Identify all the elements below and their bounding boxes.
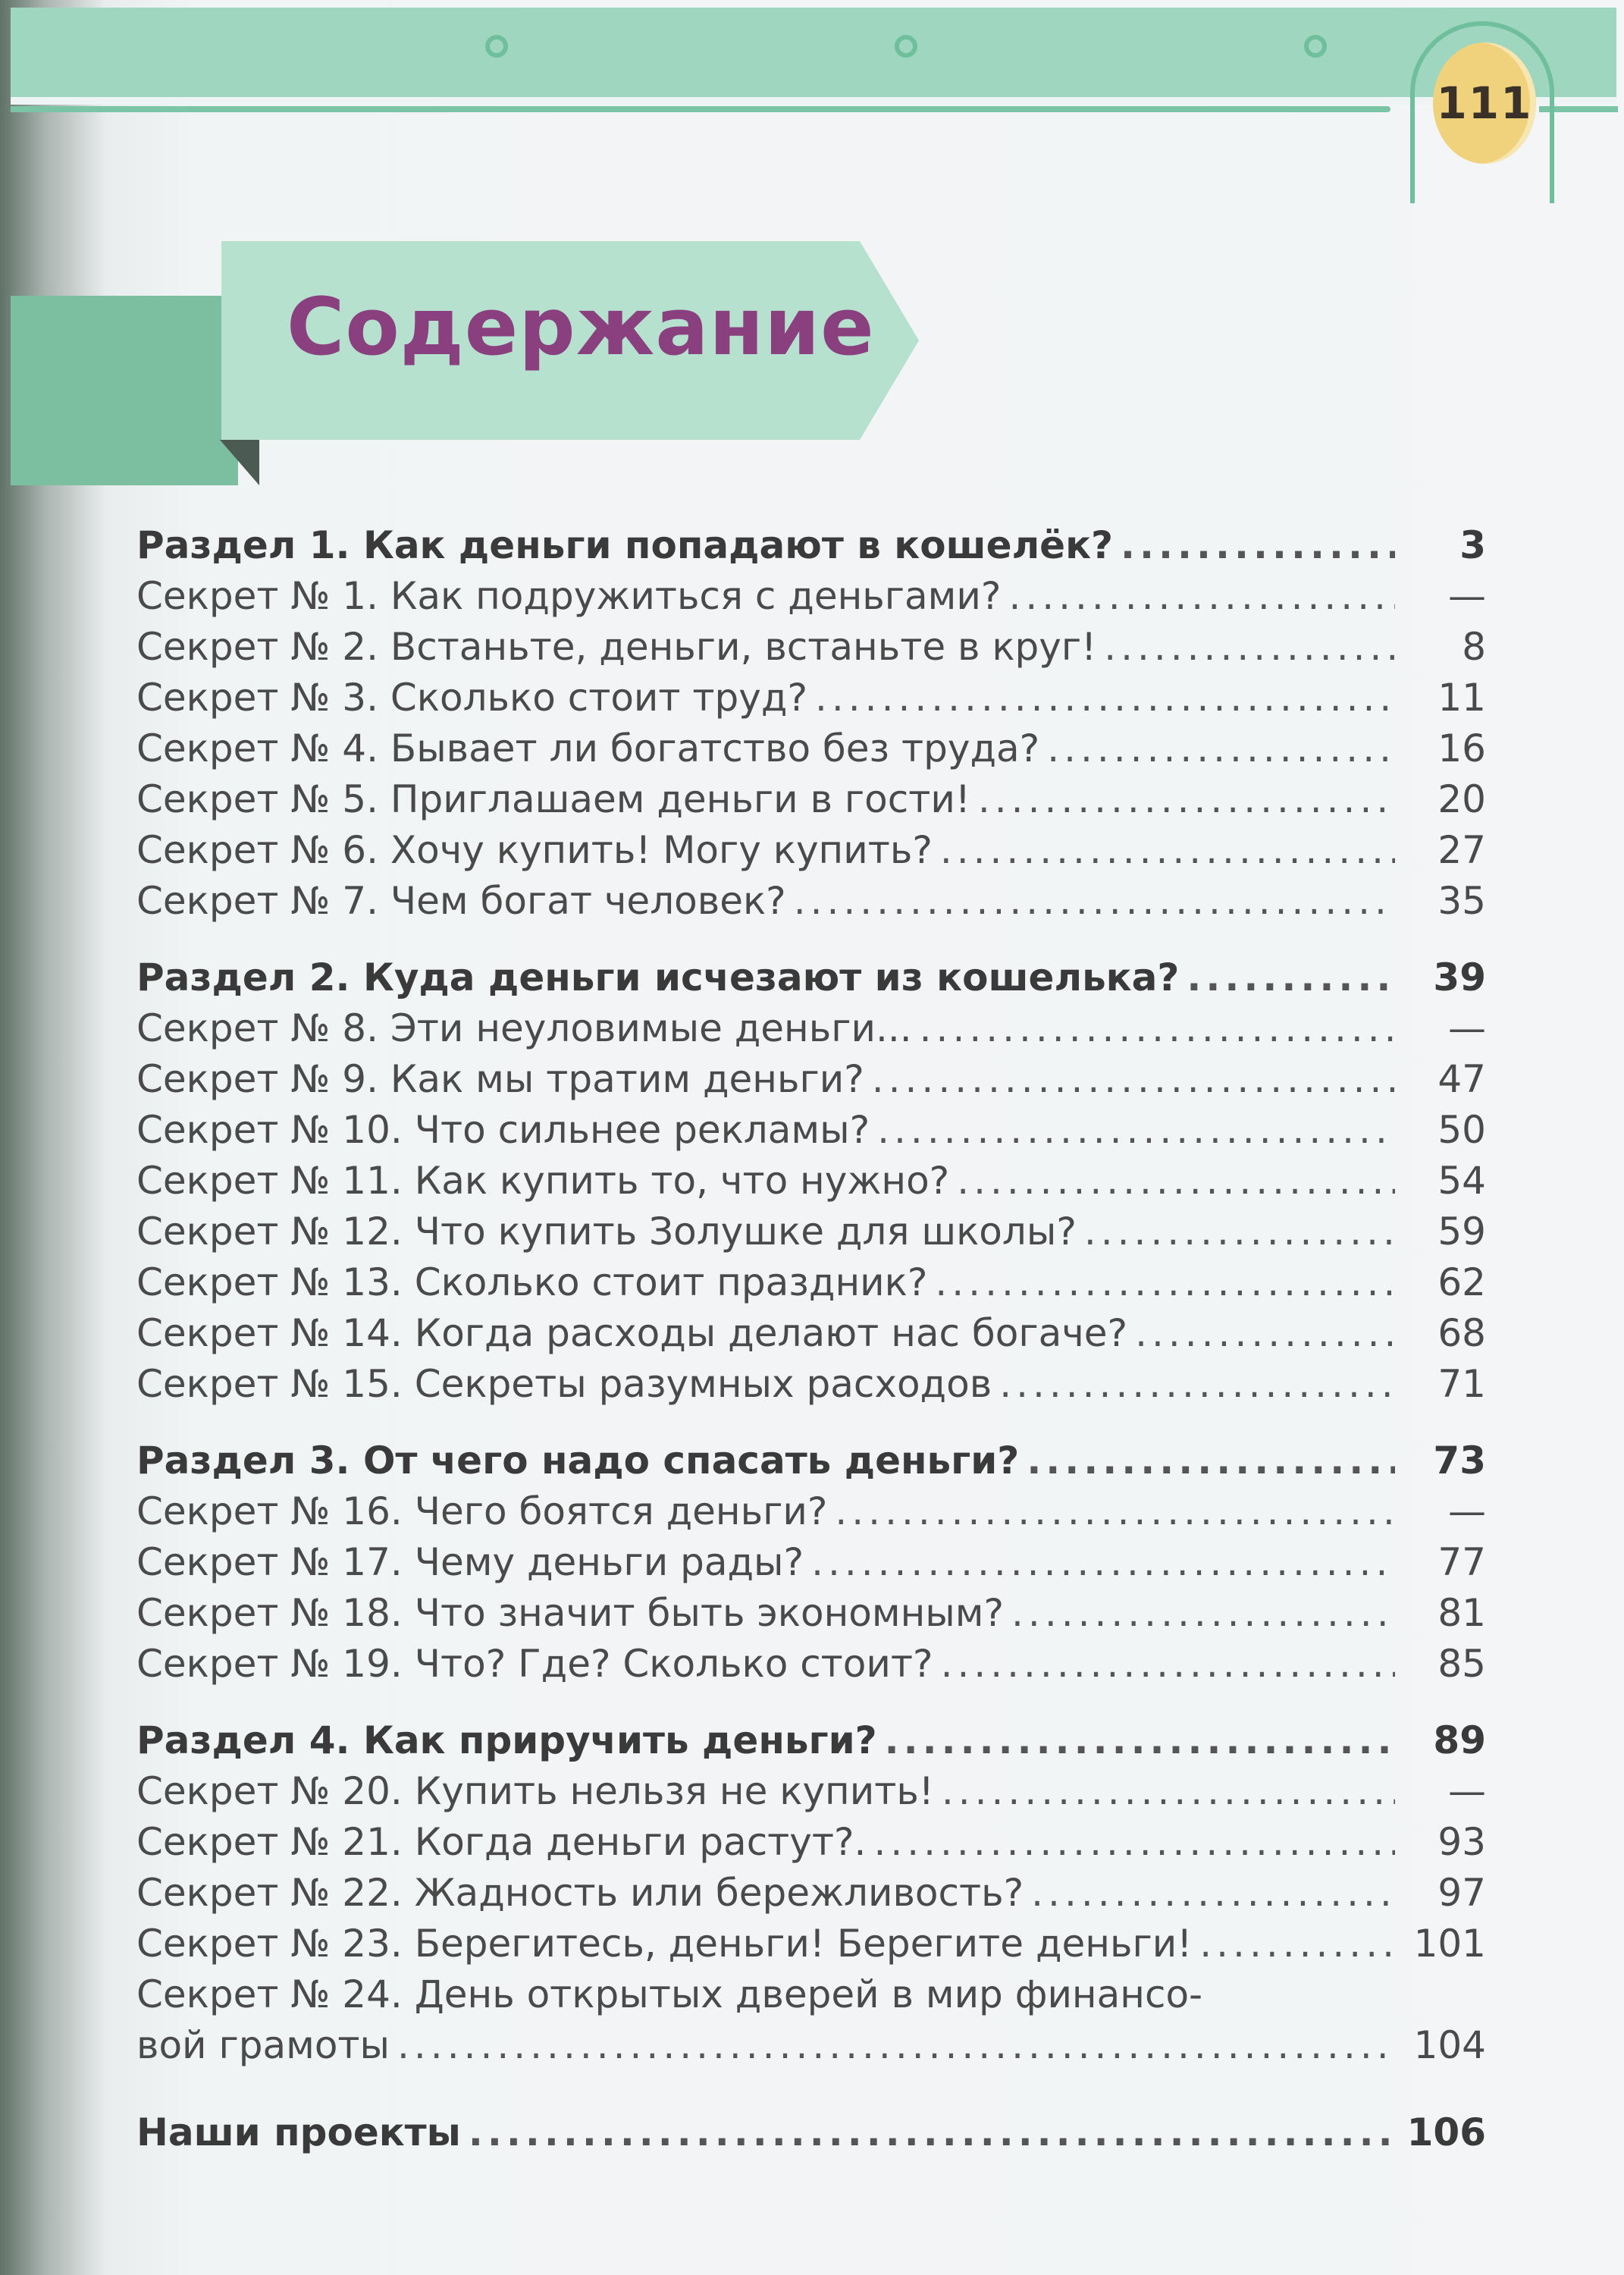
toc-item[interactable]: Секрет № 11. Как купить то, что нужно? ..... 54	[136, 1159, 1486, 1210]
toc-item[interactable]: Секрет № 6. Хочу купить! Могу купить? ..... 27	[136, 828, 1486, 879]
toc-item[interactable]: Секрет № 2. Встаньте, деньги, встаньте в круг! ..... 8	[136, 625, 1486, 676]
ring-icon	[895, 35, 917, 58]
toc-item[interactable]: Секрет № 16. Чего боятся деньги? ..... —	[136, 1489, 1486, 1540]
toc-item[interactable]: Секрет № 17. Чему деньги рады? ..... 77	[136, 1540, 1486, 1591]
toc-item[interactable]: Секрет № 3. Сколько стоит труд? ..... 11	[136, 676, 1486, 726]
toc-item[interactable]: Секрет № 22. Жадность или бережливость? ..... 97	[136, 1871, 1486, 1922]
toc-item[interactable]: Секрет № 10. Что сильнее рекламы? ..... 50	[136, 1108, 1486, 1159]
toc-item[interactable]: Секрет № 21. Когда деньги растут?. ..... 93	[136, 1820, 1486, 1871]
toc-item[interactable]: Секрет № 14. Когда расходы делают нас богаче? ..... 68	[136, 1311, 1486, 1362]
ribbon-fold	[220, 440, 259, 485]
ring-icon	[1304, 35, 1327, 58]
toc-item[interactable]: Секрет № 1. Как подружиться с деньгами? ..... —	[136, 574, 1486, 625]
toc-item[interactable]: Секрет № 5. Приглашаем деньги в гости! ..... 20	[136, 777, 1486, 828]
toc-item[interactable]: Секрет № 8. Эти неуловимые деньги... ..... —	[136, 1006, 1486, 1057]
toc-item[interactable]: Секрет № 13. Сколько стоит праздник? ..... 62	[136, 1260, 1486, 1311]
toc-section-3[interactable]: Раздел 3. От чего надо спасать деньги? ..... 73	[136, 1439, 1486, 1489]
toc-item[interactable]: Секрет № 18. Что значит быть экономным? ..... 81	[136, 1591, 1486, 1642]
title-ribbon-tail	[11, 296, 238, 485]
page-title: Содержание	[287, 281, 875, 373]
table-of-contents	[136, 523, 1486, 2161]
header-band	[11, 8, 1616, 97]
toc-item[interactable]: Секрет № 19. Что? Где? Сколько стоит? ..... 85	[136, 1642, 1486, 1693]
toc-projects[interactable]: Наши проекты ..... 106	[136, 2110, 1486, 2161]
toc-item[interactable]: Секрет № 7. Чем богат человек? ..... 35	[136, 879, 1486, 930]
toc-section-4[interactable]: Раздел 4. Как приручить деньги? ..... 89	[136, 1718, 1486, 1769]
page-number: 111	[1436, 77, 1533, 129]
toc-item[interactable]: Секрет № 9. Как мы тратим деньги? ..... 47	[136, 1057, 1486, 1108]
header-stripe	[11, 106, 1390, 112]
toc-item[interactable]: Секрет № 23. Берегитесь, деньги! Берегите деньги! ..... 101	[136, 1922, 1486, 1972]
toc-item[interactable]: Секрет № 12. Что купить Золушке для школы? ..... 59	[136, 1210, 1486, 1260]
ring-icon	[485, 35, 508, 58]
toc-item[interactable]: Секрет № 15. Секреты разумных расходов ..... 71	[136, 1362, 1486, 1413]
toc-item[interactable]: Секрет № 4. Бывает ли богатство без труда? ..... 16	[136, 726, 1486, 777]
toc-item[interactable]: Секрет № 20. Купить нельзя не купить! ..... —	[136, 1769, 1486, 1820]
page-number-coin	[1433, 42, 1536, 164]
toc-section-1[interactable]: Раздел 1. Как деньги попадают в кошелёк? ..... 3	[136, 523, 1486, 574]
header-divider	[11, 97, 1616, 105]
toc-item-multiline-first[interactable]: Секрет № 24. День открытых дверей в мир финансо-	[136, 1972, 1203, 2016]
toc-item-multiline-second[interactable]: вой грамоты ..... 104	[136, 2023, 1486, 2074]
toc-section-2[interactable]: Раздел 2. Куда деньги исчезают из кошелька? ..... 39	[136, 956, 1486, 1006]
